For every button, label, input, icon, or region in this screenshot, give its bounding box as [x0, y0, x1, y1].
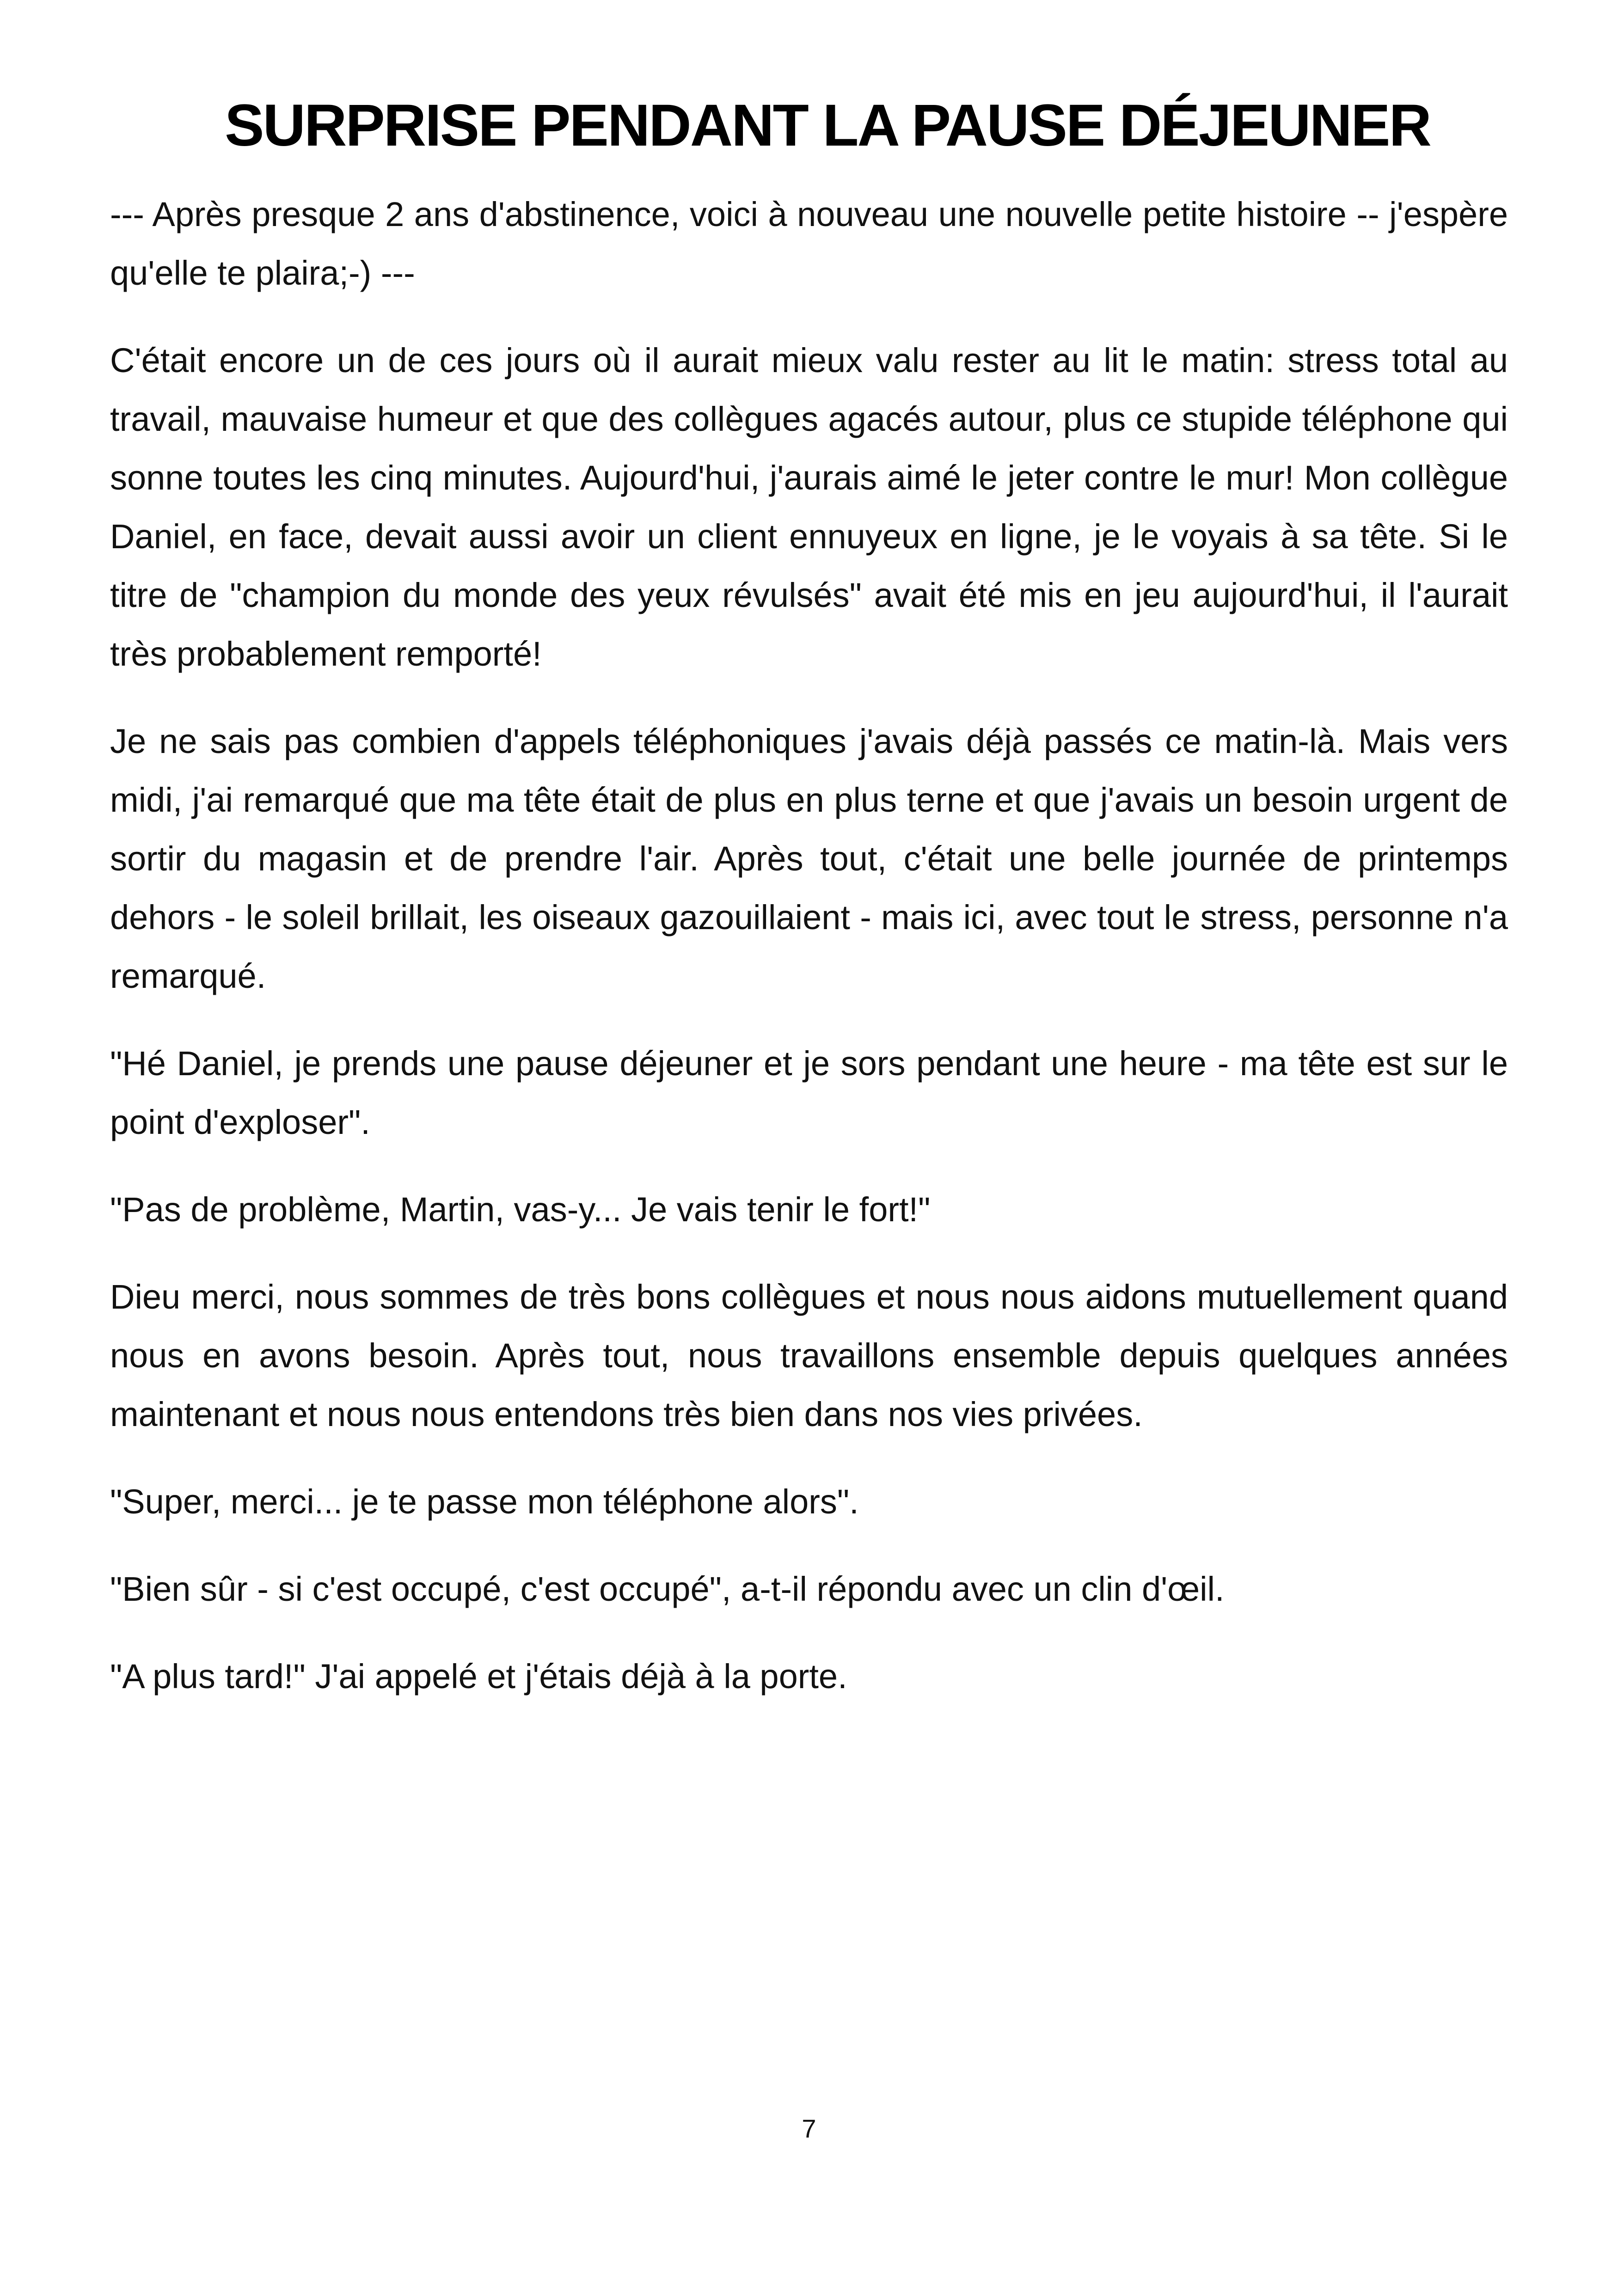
dialogue-paragraph: "Super, merci... je te passe mon téléphone alors".: [110, 1482, 859, 1521]
dialogue-paragraph: "Pas de problème, Martin, vas-y... Je vais tenir le fort!": [110, 1190, 931, 1229]
page-title: SURPRISE PENDANT LA PAUSE DÉJEUNER: [225, 92, 1430, 159]
dialogue-paragraph: "A plus tard!" J'ai appelé et j'étais déjà à la porte.: [110, 1657, 847, 1696]
dialogue-paragraph: "Hé Daniel, je prends une pause déjeuner et je sors pendant une heure - ma tête est sur le point d'exploser".: [110, 1044, 1508, 1141]
dialogue-paragraph: "Bien sûr - si c'est occupé, c'est occupé", a-t-il répondu avec un clin d'œil.: [110, 1570, 1225, 1608]
story-paragraph: C'était encore un de ces jours où il aurait mieux valu rester au lit le matin: stress total au travail, mauvaise humeur et que des collègues agacés autour, plus ce stupide téléphone qui sonne toutes les cinq minutes. Aujourd'hui, j'aurais aimé le jeter contre le mur! Mon collègue Daniel, en face, devait aussi avoir un client ennuyeux en ligne, je le voyais à sa tête. Si le titre de "champion du monde des yeux révulsés" avait été mis en jeu aujourd'hui, il l'aurait très probablement remporté!: [110, 341, 1508, 673]
page-number: 7: [802, 2114, 816, 2143]
story-body: [110, 185, 1508, 1706]
story-paragraph: Je ne sais pas combien d'appels téléphoniques j'avais déjà passés ce matin-là. Mais vers midi, j'ai remarqué que ma tête était de plus en plus terne et que j'avais un besoin urgent de sortir du magasin et de prendre l'air. Après tout, c'était une belle journée de printemps dehors - le soleil brillait, les oiseaux gazouillaient - mais ici, avec tout le stress, personne n'a remarqué.: [110, 722, 1508, 995]
intro-paragraph: --- Après presque 2 ans d'abstinence, voici à nouveau une nouvelle petite histoire -- j'espère qu'elle te plaira;-) ---: [110, 195, 1508, 292]
story-paragraph: Dieu merci, nous sommes de très bons collègues et nous nous aidons mutuellement quand nous en avons besoin. Après tout, nous travaillons ensemble depuis quelques années maintenant et nous nous entendons très bien dans nos vies privées.: [110, 1278, 1508, 1433]
